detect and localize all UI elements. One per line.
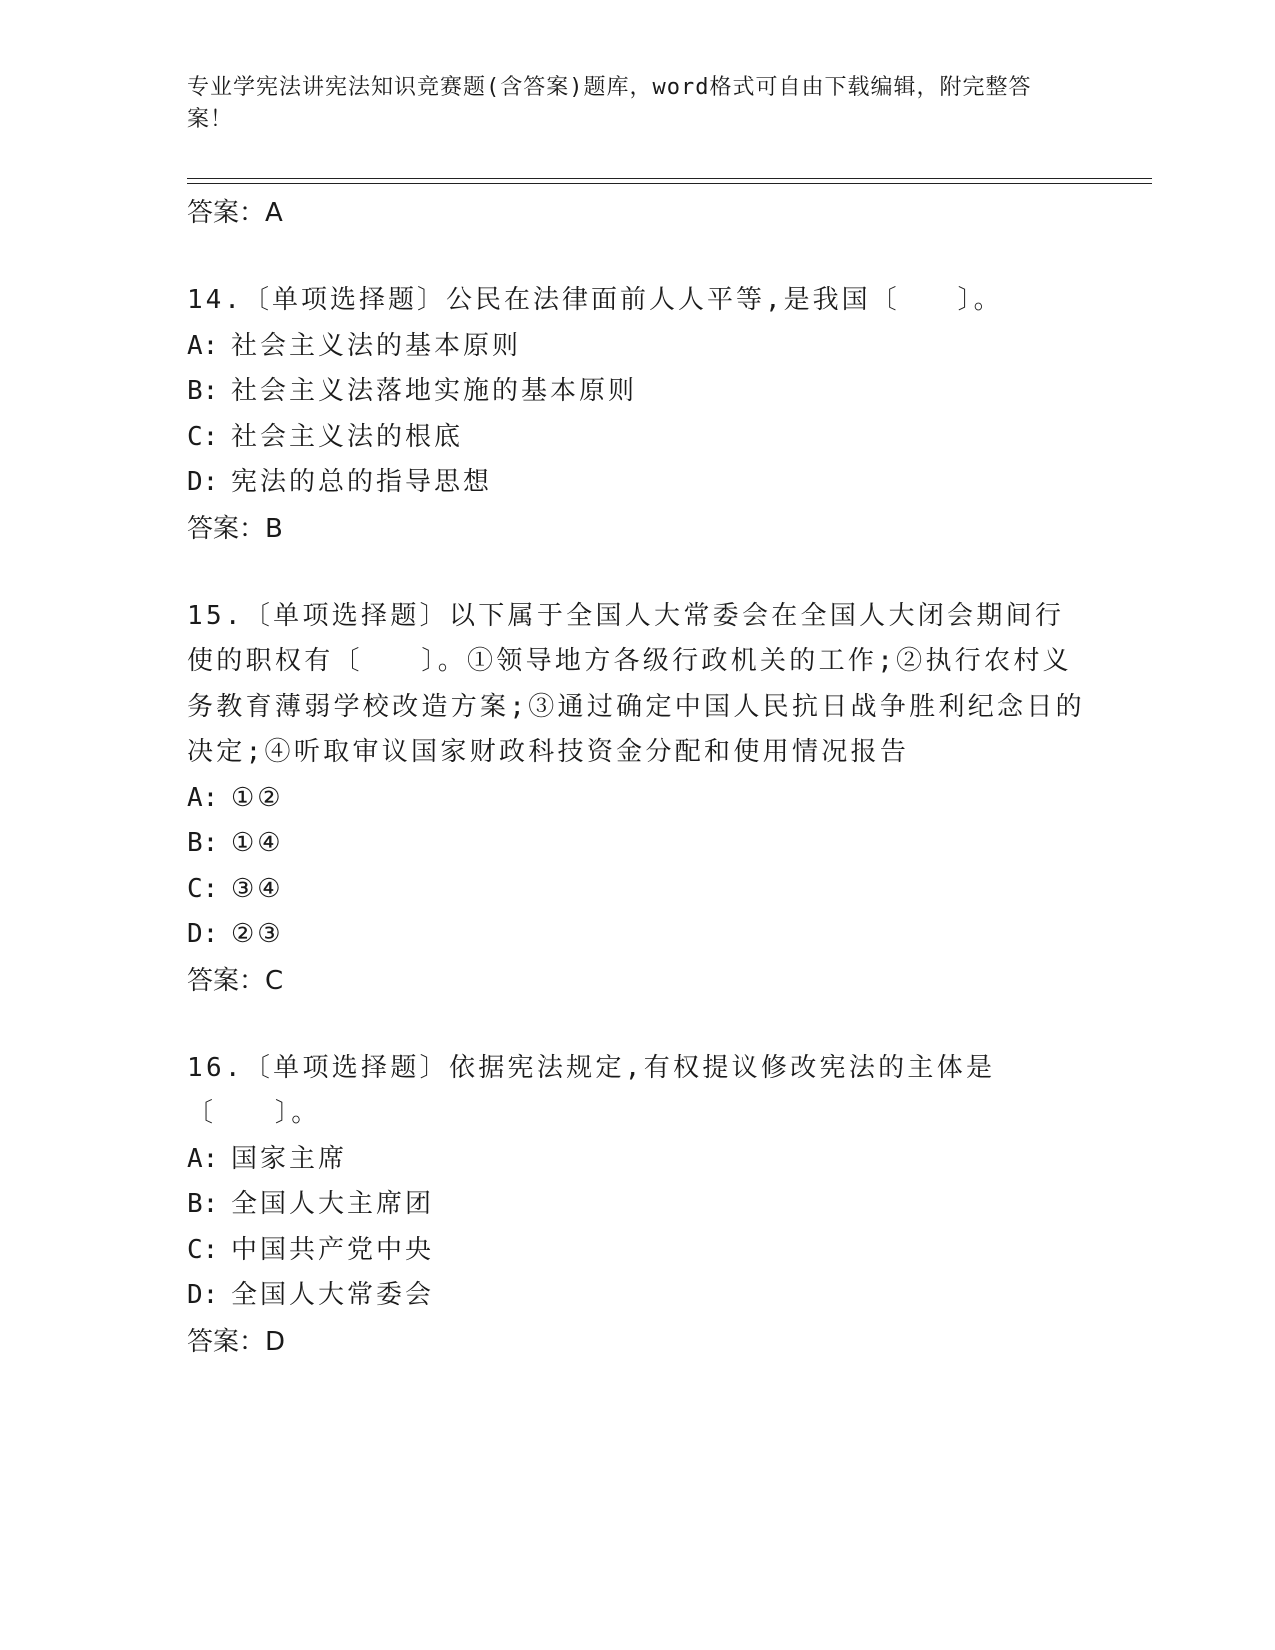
option-letter: D: <box>187 919 219 949</box>
question-15 <box>187 594 1087 1004</box>
answer-line: 答案：B <box>187 513 283 544</box>
header-divider-bottom <box>187 183 1152 184</box>
option-c <box>187 867 1087 913</box>
option-b <box>187 821 1087 867</box>
option-text: 社会主义法的基本原则 <box>231 330 522 361</box>
option-letter: C: <box>187 873 219 904</box>
question-16 <box>187 1046 1087 1365</box>
option-text: 全国人大常委会 <box>231 1280 435 1310</box>
option-letter: A: <box>187 1143 219 1174</box>
option-letter: D: <box>187 1280 219 1310</box>
question-stem: 15.〔单项选择题〕以下属于全国人大常委会在全国人大闭会期间行使的职权有〔 〕。①领导地方各级行政机关的工作;②执行农村义务教育薄弱学校改造方案;③通过确定中国人民抗日战争胜利纪念日的决定;④听取审议国家财政科技资金分配和使用情况报告 <box>187 600 1085 767</box>
option-letter: B: <box>187 828 219 858</box>
option-text: ③④ <box>231 873 284 904</box>
question-14 <box>187 278 1087 552</box>
option-letter: C: <box>187 421 219 452</box>
option-d <box>187 1273 1087 1319</box>
option-letter: D: <box>187 467 219 497</box>
option-text: 社会主义法的根底 <box>231 421 464 452</box>
option-c <box>187 415 1087 461</box>
option-letter: C: <box>187 1234 219 1265</box>
header-divider-top <box>187 178 1152 179</box>
option-text: 社会主义法落地实施的基本原则 <box>231 376 638 406</box>
option-letter: A: <box>187 330 219 361</box>
option-a <box>187 1137 1087 1183</box>
option-letter: B: <box>187 1189 219 1219</box>
question-list <box>187 190 1087 1365</box>
option-letter: A: <box>187 782 219 813</box>
previous-answer: 答案：A <box>187 198 283 228</box>
option-text: 全国人大主席团 <box>231 1189 435 1219</box>
option-text: 中国共产党中央 <box>231 1234 435 1265</box>
document-header: 专业学宪法讲宪法知识竞赛题(含答案)题库，word格式可自由下载编辑，附完整答案！ <box>187 75 1032 132</box>
option-text: 宪法的总的指导思想 <box>231 467 493 497</box>
option-b <box>187 1182 1087 1228</box>
option-text: 国家主席 <box>231 1143 348 1174</box>
option-d <box>187 912 1087 958</box>
option-letter: B: <box>187 376 219 406</box>
option-text: ①② <box>231 782 284 813</box>
answer-line: 答案：C <box>187 965 284 996</box>
option-a <box>187 324 1087 370</box>
option-a <box>187 776 1087 822</box>
option-text: ①④ <box>231 828 284 858</box>
question-stem: 14.〔单项选择题〕公民在法律面前人人平等,是我国〔 〕。 <box>187 285 1003 315</box>
option-b <box>187 369 1087 415</box>
question-stem: 16.〔单项选择题〕依据宪法规定,有权提议修改宪法的主体是〔 〕。 <box>187 1052 996 1128</box>
option-c <box>187 1228 1087 1274</box>
option-text: ②③ <box>231 919 284 949</box>
answer-line: 答案：D <box>187 1326 286 1357</box>
option-d <box>187 460 1087 506</box>
